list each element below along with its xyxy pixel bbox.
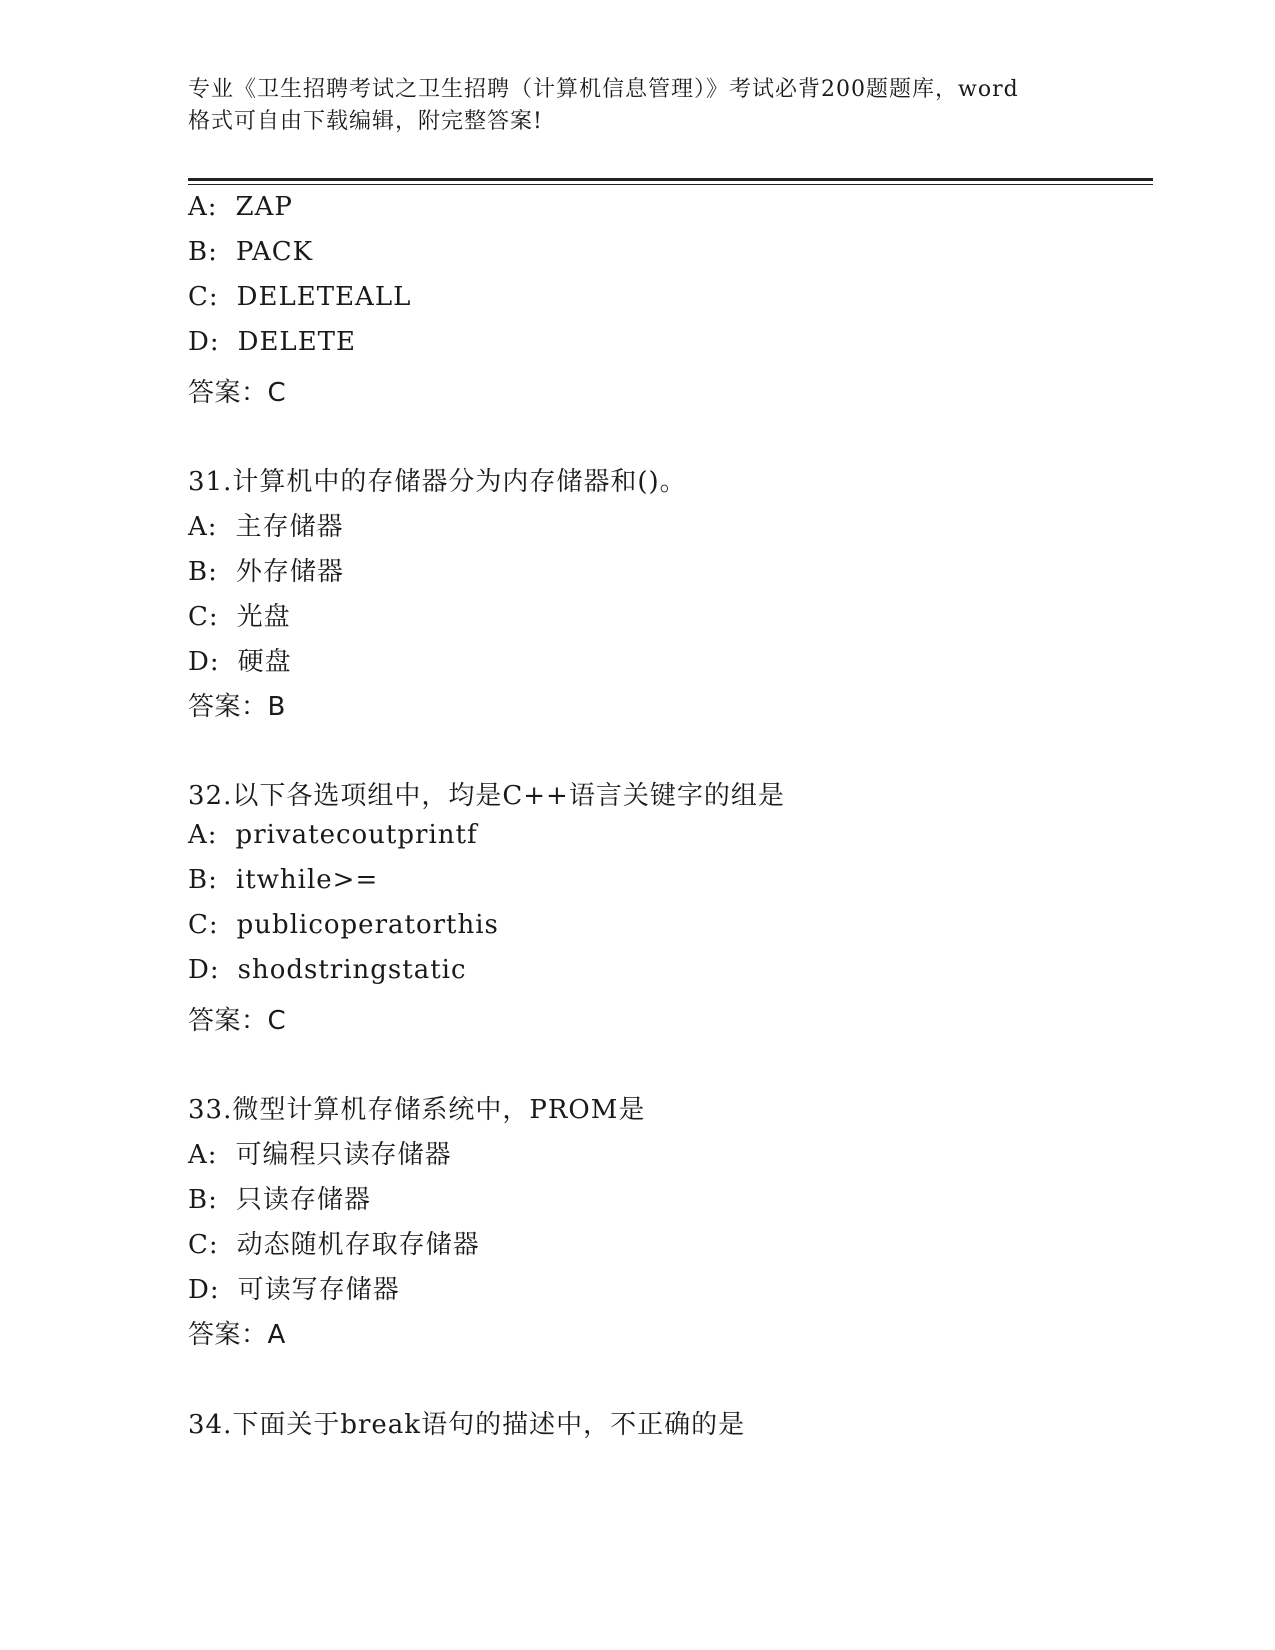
option-key: A: xyxy=(188,512,218,542)
option-key: C: xyxy=(188,1230,219,1260)
option-text: 可读写存储器 xyxy=(237,1275,400,1305)
option-row xyxy=(188,820,478,850)
header-line-1: 专业《卫生招聘考试之卫生招聘（计算机信息管理）》考试必背200题题库，word xyxy=(188,77,1019,102)
option-key: D: xyxy=(188,647,220,677)
option-text: publicoperatorthis xyxy=(236,910,499,940)
option-text: 硬盘 xyxy=(237,647,292,677)
option-key: D: xyxy=(188,955,220,985)
option-text: 可编程只读存储器 xyxy=(235,1140,452,1170)
option-text: DELETE xyxy=(237,327,357,357)
question-stem: 32.以下各选项组中，均是C++语言关键字的组是 xyxy=(188,781,785,811)
option-key: C: xyxy=(188,282,219,312)
option-row xyxy=(188,865,378,895)
option-key: C: xyxy=(188,910,219,940)
option-key: A: xyxy=(188,820,218,850)
header-rule-thin xyxy=(188,184,1153,185)
option-text: shodstringstatic xyxy=(237,955,467,985)
option-row xyxy=(188,282,411,312)
option-row xyxy=(188,1179,371,1216)
answer-line: 答案：C xyxy=(188,1006,287,1036)
option-text: itwhile>= xyxy=(235,865,379,895)
option-row xyxy=(188,1224,480,1261)
option-key: D: xyxy=(188,1275,220,1305)
option-key: B: xyxy=(188,1185,218,1215)
option-key: B: xyxy=(188,557,218,587)
option-text: 动态随机存取存储器 xyxy=(236,1230,480,1260)
option-text: PACK xyxy=(235,237,314,267)
option-row xyxy=(188,1134,452,1171)
option-key: C: xyxy=(188,602,219,632)
option-text: DELETEALL xyxy=(236,282,412,312)
option-row xyxy=(188,641,292,678)
option-row xyxy=(188,192,293,222)
option-row xyxy=(188,596,291,633)
option-text: privatecoutprintf xyxy=(235,820,478,850)
option-row xyxy=(188,327,356,357)
question-stem: 34.下面关于break语句的描述中，不正确的是 xyxy=(188,1410,746,1440)
option-key: A: xyxy=(188,192,218,222)
option-text: ZAP xyxy=(235,192,293,222)
question-stem: 33.微型计算机存储系统中，PROM是 xyxy=(188,1095,646,1125)
option-row xyxy=(188,237,313,267)
option-text: 主存储器 xyxy=(235,512,344,542)
answer-line: 答案：C xyxy=(188,378,287,408)
option-row xyxy=(188,506,344,543)
option-key: B: xyxy=(188,865,218,895)
option-row xyxy=(188,1269,400,1306)
option-text: 外存储器 xyxy=(235,557,344,587)
option-key: A: xyxy=(188,1140,218,1170)
option-row xyxy=(188,910,499,940)
option-key: B: xyxy=(188,237,218,267)
option-key: D: xyxy=(188,327,220,357)
answer-line: 答案：B xyxy=(188,692,286,722)
header-line-2: 格式可自由下载编辑，附完整答案! xyxy=(188,109,543,134)
question-stem: 31.计算机中的存储器分为内存储器和()。 xyxy=(188,467,687,497)
option-text: 光盘 xyxy=(236,602,291,632)
option-text: 只读存储器 xyxy=(235,1185,371,1215)
option-row xyxy=(188,551,344,588)
option-row xyxy=(188,955,467,985)
answer-line: 答案：A xyxy=(188,1320,286,1350)
document-header xyxy=(188,74,1088,138)
header-rule-thick xyxy=(188,178,1153,181)
